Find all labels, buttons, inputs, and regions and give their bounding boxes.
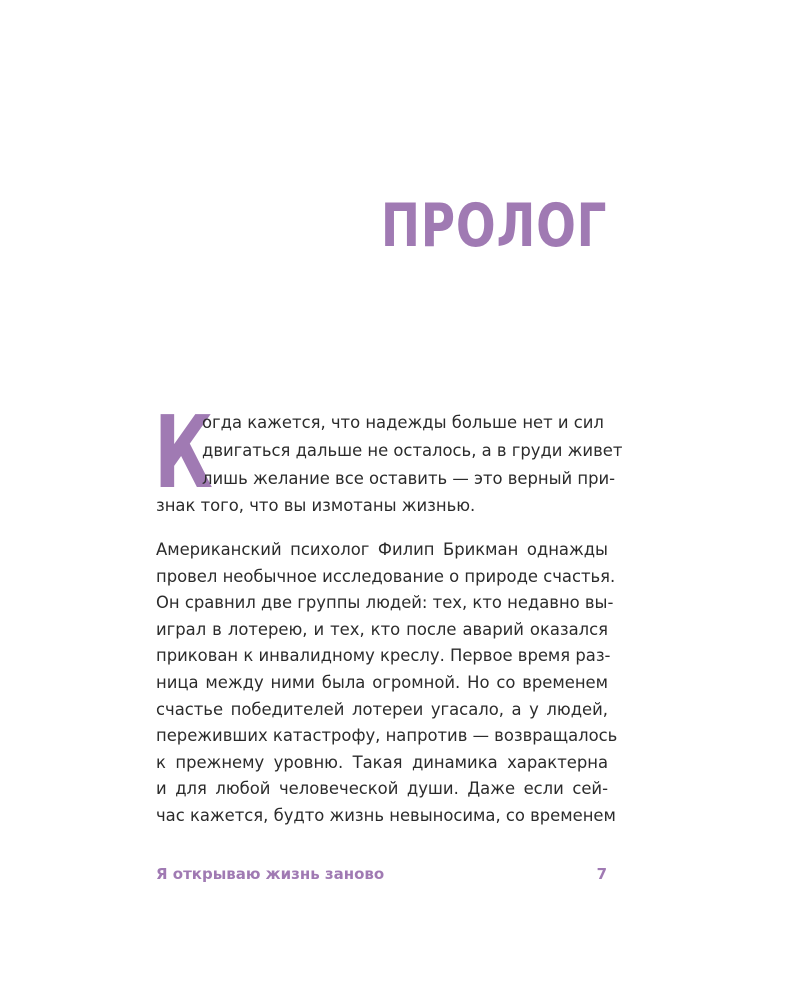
paragraph-2-line: прикован к инвалидному креслу. Первое время раз- xyxy=(156,646,611,666)
paragraph-2-line: к прежнему уровню. Такая динамика характерна xyxy=(156,752,608,772)
paragraph-2-line: счастье победителей лотереи угасало, а у людей, xyxy=(156,699,608,719)
paragraph-2 xyxy=(156,540,618,833)
footer-book-title: Я открываю жизнь заново xyxy=(156,865,385,883)
chapter-title: ПРОЛОГ xyxy=(380,191,607,261)
paragraph-2-line: ница между ними была огромной. Но со временем xyxy=(156,672,608,692)
paragraph-1-line-2: двигаться дальше не осталось, а в груди живет xyxy=(202,441,623,460)
drop-cap: К xyxy=(154,394,213,511)
paragraph-2-line: провел необычное исследование о природе счастья. xyxy=(156,566,616,586)
paragraph-2-line: играл в лотерею, и тех, кто после аварий оказался xyxy=(156,619,608,639)
paragraph-1-line-1: огда кажется, что надежды больше нет и сил xyxy=(202,413,604,432)
paragraph-2-line: и для любой человеческой души. Даже если сей- xyxy=(156,779,608,799)
paragraph-1-line-4: знак того, что вы измотаны жизнью. xyxy=(156,496,476,515)
paragraph-2-line: переживших катастрофу, напротив — возвращалось xyxy=(156,726,618,746)
paragraph-2-line: Он сравнил две группы людей: тех, кто недавно вы- xyxy=(156,593,614,613)
page-number: 7 xyxy=(596,865,607,883)
paragraph-2-line: Американский психолог Филип Брикман однажды xyxy=(156,540,608,559)
paragraph-1-line-3: лишь желание все оставить — это верный при- xyxy=(202,469,616,488)
paragraph-2-line: час кажется, будто жизнь невыносима, со временем xyxy=(156,805,616,825)
